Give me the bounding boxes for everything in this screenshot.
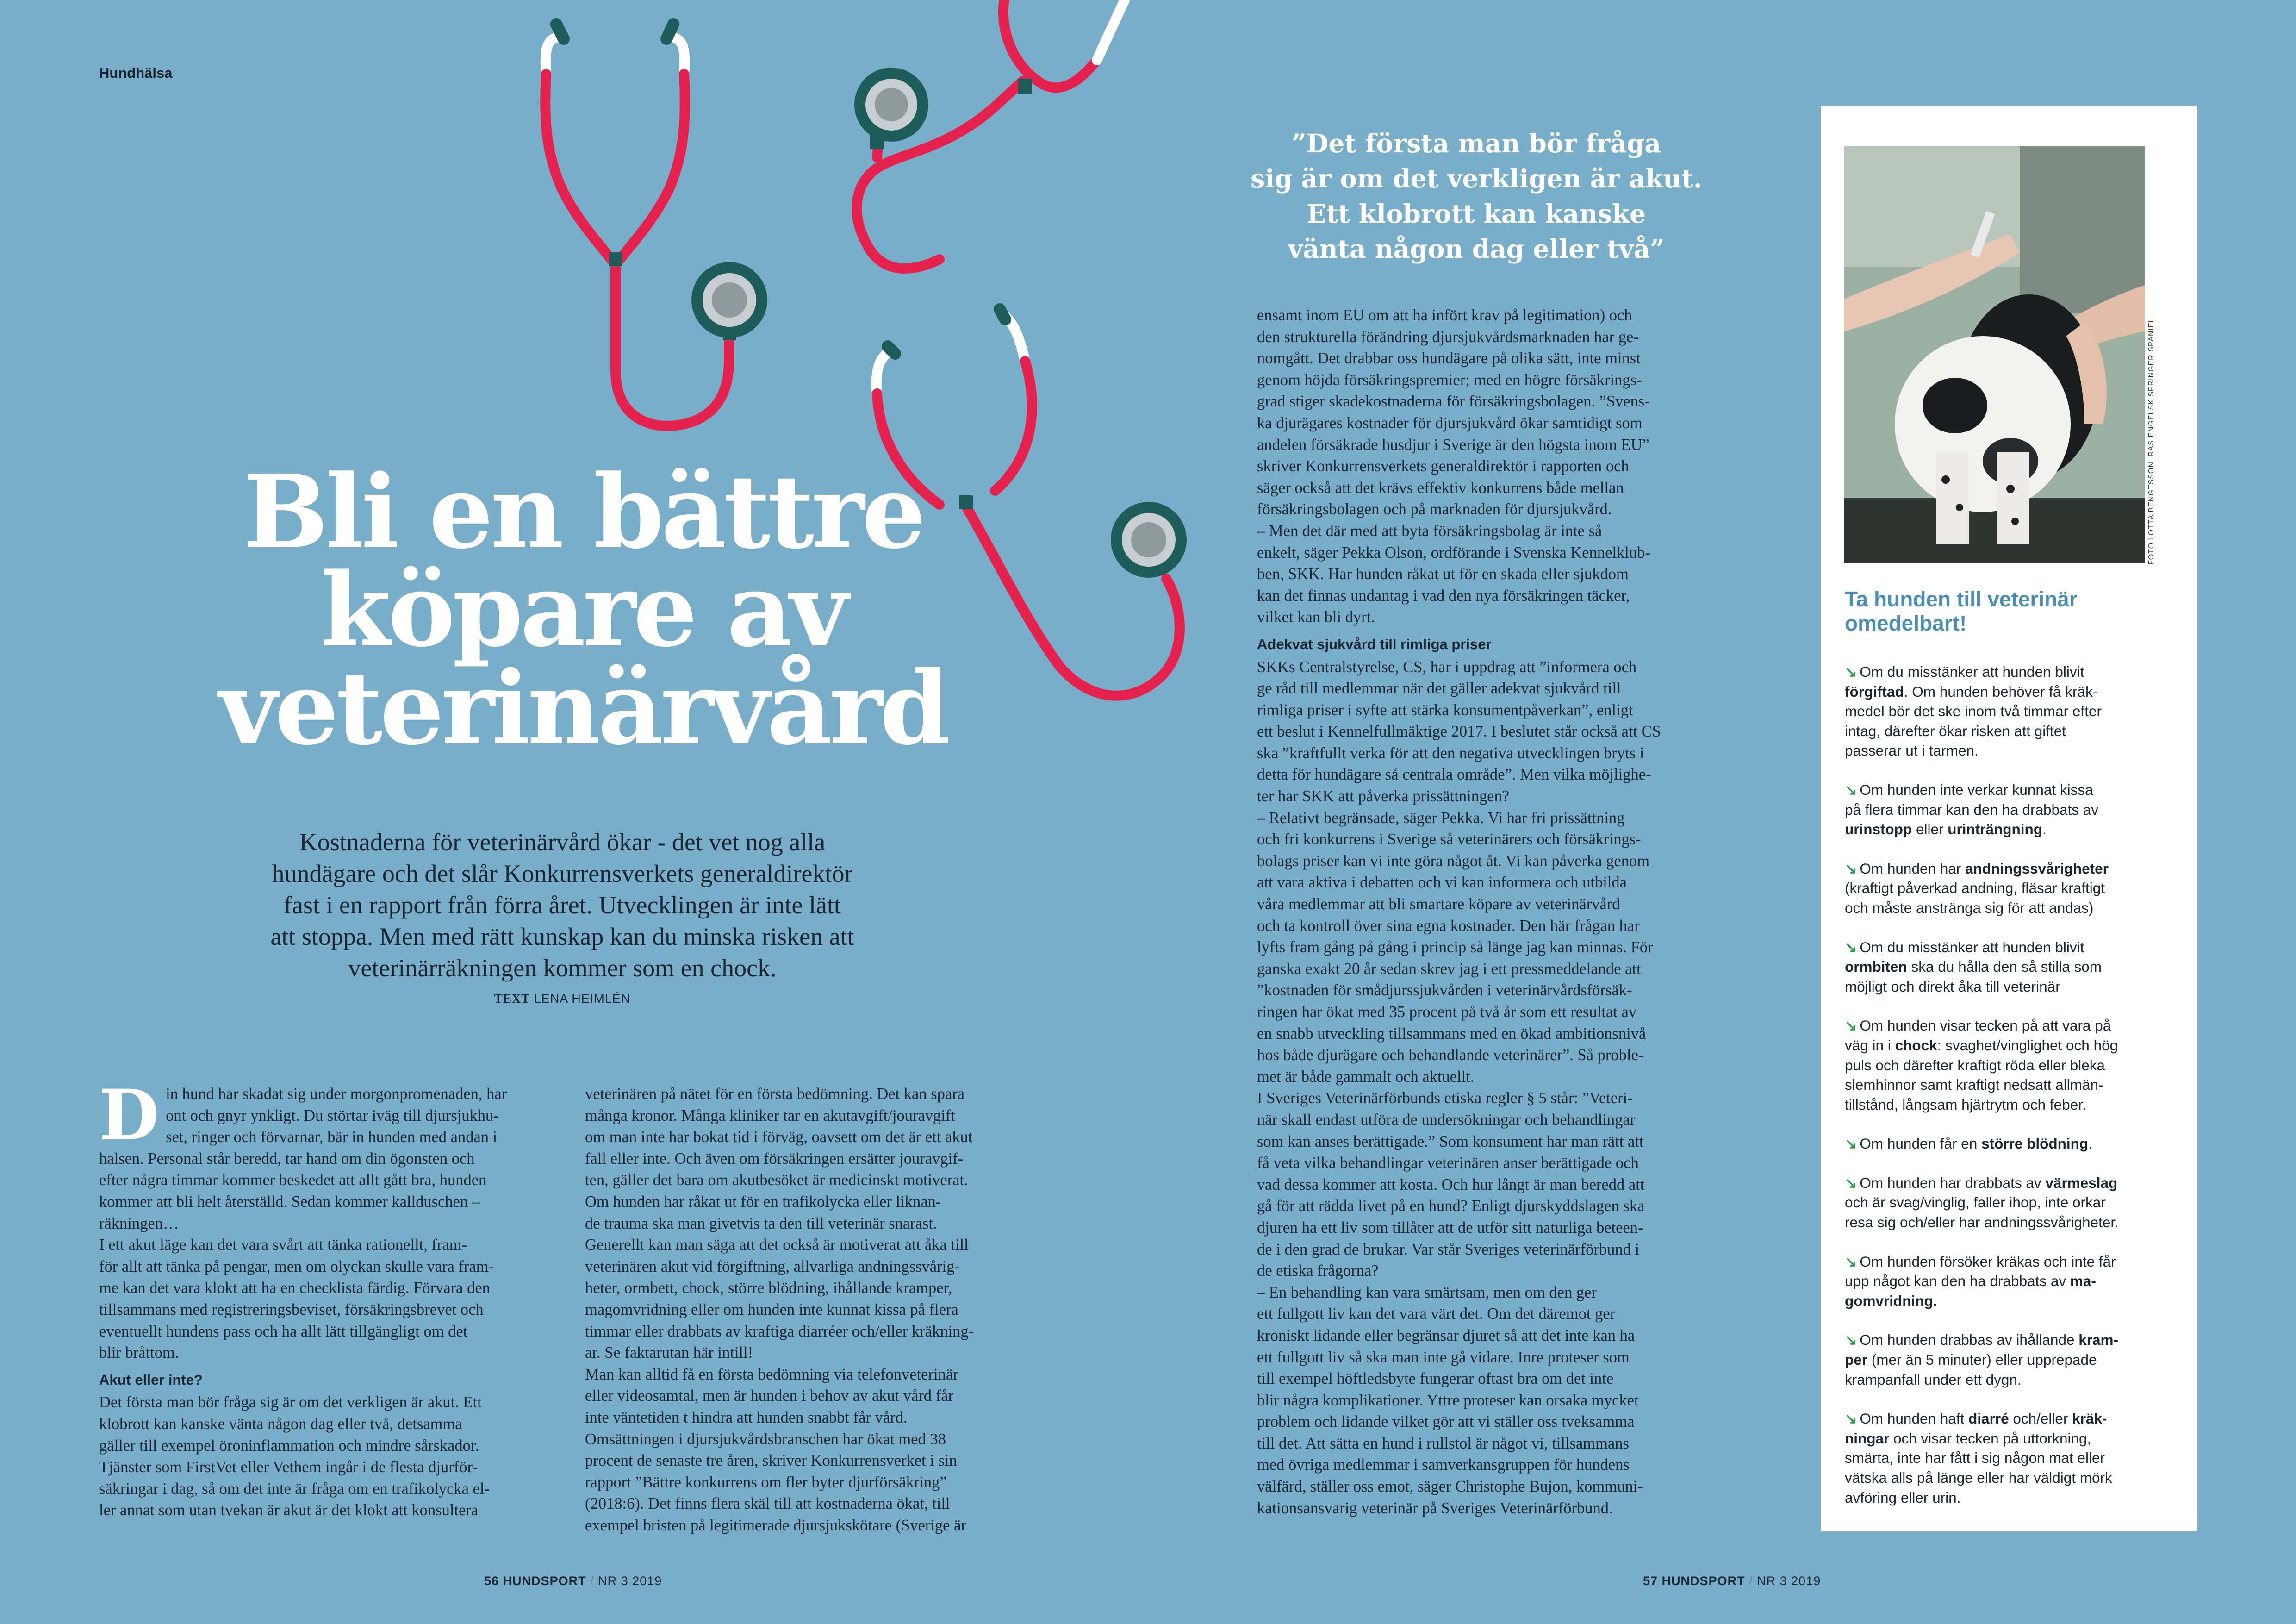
- heading-line: Ta hunden till veterinär: [1845, 587, 2078, 611]
- fact-line: [1845, 780, 2183, 800]
- fact-list: [1845, 662, 2183, 1527]
- fact-text: puls och därefter kraftigt röda eller bleka: [1845, 1056, 2105, 1074]
- subheading: Akut eller inte?: [99, 1371, 203, 1388]
- text-line: till det. Att sätta en hund i rullstol är något vi, tillsammans: [1257, 1434, 1629, 1452]
- text-line: inte väntetiden t hindra att hunden snabbt får vård.: [585, 1408, 908, 1426]
- fact-line: [1845, 1448, 2183, 1468]
- text-line: heter, ormbett, chock, större blödning, ihållande kramper,: [585, 1279, 952, 1297]
- arrow-down-right-icon: ↘: [1845, 1017, 1857, 1034]
- bold-term: urinstopp: [1845, 821, 1912, 838]
- bold-term: per: [1845, 1351, 1868, 1368]
- fact-text: vätska alls på länge eller har väldigt mörk: [1845, 1469, 2112, 1486]
- fact-line: [1845, 1370, 2183, 1390]
- text-line: och fri konkurrens i Sverige så veterinärers och försäkrings-: [1257, 831, 1641, 849]
- text-line: veterinären akut vid förgiftning, allvarliga andningssvårig-: [585, 1257, 960, 1275]
- fact-text: och måste anstränga sig för att andas): [1845, 899, 2094, 916]
- text-line: med övriga medlemmar i samverkansgruppen för hundens: [1257, 1456, 1630, 1474]
- fact-text: resa sig och/eller har andningssvårigheter.: [1845, 1214, 2119, 1231]
- text-line: eller videosamtal, men är hunden i behov av akut vård får: [585, 1387, 954, 1405]
- text-line: som kan anses berättigade.” Som konsument har man rätt att: [1257, 1132, 1644, 1150]
- text-lines: [1257, 656, 1720, 1519]
- fact-list-item: [1845, 1173, 2183, 1232]
- text-line: Tjänster som FirstVet eller Vethem ingår i de flesta djurför-: [99, 1458, 478, 1476]
- fact-text: . Om hunden behöver få kräk-: [1904, 683, 2098, 700]
- text-line: få veta vilka behandlingar veterinären anser berättigade och: [1257, 1154, 1639, 1172]
- text-line: grad stiger skadekostnaderna för försäkringsbolagen. ”Svens-: [1257, 393, 1650, 411]
- pull-quote-line: sig är om det verkligen är akut.: [1251, 163, 1702, 194]
- body-column-1: [99, 1074, 562, 1521]
- text-line: met är både gammalt och aktuellt.: [1257, 1068, 1475, 1086]
- fact-text: passerar ut i tarmen.: [1845, 742, 1979, 759]
- fact-text: intag, därefter ökar risken att giftet: [1845, 722, 2066, 739]
- text-line: ar. Se faktarutan här intill!: [585, 1344, 753, 1362]
- bold-term: värmeslag: [2045, 1174, 2118, 1191]
- fact-line: [1845, 1429, 2183, 1449]
- fact-line: [1845, 1330, 2183, 1350]
- subheading: Adekvat sjukvård till rimliga priser: [1257, 636, 1492, 652]
- fact-list-item: [1845, 937, 2183, 997]
- fact-box: [1821, 106, 2197, 1531]
- fact-text: och visar tecken på uttorkning,: [1889, 1430, 2091, 1447]
- arrow-down-right-icon: ↘: [1845, 663, 1857, 680]
- fact-line: [1845, 800, 2183, 820]
- fact-line: [1845, 1212, 2183, 1232]
- separator: /: [590, 1574, 594, 1588]
- byline-label: TEXT: [494, 992, 530, 1006]
- fact-line: [1845, 1016, 2183, 1036]
- fact-text: väg in i: [1845, 1037, 1895, 1054]
- fact-text: smärta, inte har fått i sig någon mat eller: [1845, 1449, 2105, 1467]
- fact-text: : svaghet/vinglighet och hög: [1937, 1037, 2118, 1054]
- text-line: exempel bristen på legitimerade djursjukskötare (Sverige är: [585, 1516, 966, 1534]
- fact-text: (mer än 5 minuter) eller upprepade: [1867, 1351, 2097, 1368]
- fact-text: möjligt och direkt åka till veterinär: [1845, 978, 2060, 995]
- text-line: me kan det vara klokt att ha en checklista färdig. Förvara den: [99, 1279, 490, 1297]
- text-line: (2018:6). Det finns flera skäl till att kostnaderna ökat, till: [585, 1495, 950, 1513]
- text-line: vad dessa kommer att kosta. Och hur långt är man beredd att: [1257, 1175, 1645, 1193]
- text-line: kroniskt lidande eller begränsar djuret så att det inte kan ha: [1257, 1326, 1635, 1344]
- arrow-down-right-icon: ↘: [1845, 1331, 1857, 1349]
- fact-line: [1845, 957, 2183, 977]
- page-number: 56: [484, 1574, 499, 1588]
- folio-left: [484, 1574, 662, 1588]
- fact-text: Om hunden får en: [1860, 1135, 1982, 1152]
- page-number: 57: [1643, 1574, 1658, 1588]
- text-line: I Sveriges Veterinärförbunds etiska regler § 5 står: ”Veteri-: [1257, 1089, 1633, 1107]
- arrow-down-right-icon: ↘: [1845, 1253, 1857, 1270]
- text-line: blir bråttom.: [99, 1344, 179, 1362]
- arrow-down-right-icon: ↘: [1845, 781, 1857, 798]
- fact-list-item: [1845, 662, 2183, 761]
- fact-text: .: [2088, 1135, 2092, 1152]
- bold-term: urinträngning: [1948, 821, 2042, 838]
- text-line: Det första man bör fråga sig är om det verkligen är akut. Ett: [99, 1393, 482, 1412]
- fact-text: ska du hålla den så stilla som: [1907, 958, 2102, 975]
- text-line: SKKs Centralstyrelse, CS, har i uppdrag att ”informera och: [1257, 658, 1637, 676]
- bold-term: andningssvårigheter: [1965, 860, 2109, 877]
- text-line: – Relativt begränsade, säger Pekka. Vi har fri prissättning: [1257, 809, 1625, 827]
- text-line: enkelt, säger Pekka Olson, ordförande i Svenska Kennelklub-: [1257, 543, 1650, 562]
- text-line: ganska exakt 20 år sedan skrev jag i ett pressmeddelande att: [1257, 960, 1641, 978]
- fact-line: [1845, 819, 2183, 839]
- text-line: Man kan alltid få en första bedömning via telefonveterinär: [585, 1365, 958, 1383]
- text-line: nomgått. Det drabbar oss hundägare på olika sätt, inte minst: [1257, 350, 1641, 368]
- text-line: ”kostnaden för smådjurssjukvården i veterinärvårdsförsäk-: [1257, 981, 1632, 999]
- text-line: de etiska frågorna?: [1257, 1262, 1379, 1280]
- text-line: efter några timmar kommer beskedet att allt gått bra, hunden: [99, 1171, 487, 1189]
- text-line: ben, SKK. Har hunden råkat ut för en skada eller sjukdom: [1257, 565, 1629, 583]
- fact-line: [1845, 1036, 2183, 1056]
- text-lines: [99, 1126, 562, 1364]
- text-line: kommer att bli helt återställd. Sedan kommer kallduschen –: [99, 1193, 480, 1211]
- magazine-name: HUNDSPORT: [1661, 1574, 1745, 1588]
- text-line: försäkringsbolagen och på marknaden för djursjukvård.: [1257, 500, 1612, 518]
- text-line: ringen har ökat med 35 procent på två år som ett resultat av: [1257, 1003, 1637, 1021]
- text-line: kationsansvarig veterinär på Sveriges Veterinärförbund.: [1257, 1499, 1613, 1517]
- fact-line: [1845, 1193, 2183, 1212]
- text-line: ka djurägares kostnader för djursjukvård ökar samtidigt som: [1257, 414, 1643, 432]
- text-lines: [1257, 305, 1720, 628]
- byline-author: LENA HEIMLÉN: [534, 992, 631, 1006]
- separator: /: [1749, 1574, 1753, 1588]
- fact-line: [1845, 1252, 2183, 1272]
- text-line: ensamt inom EU om att ha infört krav på legitimation) och: [1257, 306, 1632, 324]
- bold-term: kram-: [2078, 1331, 2119, 1349]
- text-line: räkningen…: [99, 1214, 179, 1232]
- fact-line: [1845, 741, 2183, 761]
- text-line: säger också att det krävs effektiv konkurrens både mellan: [1257, 479, 1624, 497]
- byline: [250, 992, 875, 1006]
- fact-line: [1845, 1488, 2183, 1508]
- fact-text: Om du misstänker att hunden blivit: [1860, 938, 2084, 956]
- fact-text: Om hunden haft: [1860, 1410, 1969, 1427]
- text-line: och ta kontroll över sina egna kostnader. Den här frågan har: [1257, 917, 1640, 935]
- arrow-down-right-icon: ↘: [1845, 1410, 1857, 1427]
- text-line: ska ”kraftfullt verka för att den negativa utvecklingen bryts i: [1257, 744, 1644, 762]
- text-line: kan det finnas undantag i vad den nya försäkringen täcker,: [1257, 587, 1630, 605]
- text-line: skriver Konkurrensverkets generaldirektör i rapporten och: [1257, 457, 1629, 475]
- text-line: andelen försäkrade husdjur i Sverige är den högsta inom EU”: [1257, 436, 1649, 454]
- text-line: I ett akut läge kan det vara svårt att tänka rationellt, fram-: [99, 1236, 467, 1254]
- text-line: gå för att rädda livet på en hund? Enligt djurskyddslagen ska: [1257, 1197, 1645, 1215]
- text-line: många kronor. Många kliniker tar en akutavgift/jouravgift: [585, 1106, 955, 1124]
- text-line: den strukturella förändring djursjukvårdsmarknaden har ge-: [1257, 328, 1639, 346]
- text-line: halsen. Personal står beredd, tar hand om din ögonsten och: [99, 1149, 475, 1168]
- text-line: tillsammans med registreringsbeviset, försäkringsbrevet och: [99, 1300, 484, 1318]
- fact-line: [1845, 1134, 2183, 1154]
- fact-line: [1845, 1350, 2183, 1370]
- fact-line: [1845, 1173, 2183, 1193]
- text-line: Om hunden har råkat ut för en trafikolycka eller liknan-: [585, 1193, 941, 1211]
- text-line: ont och gnyr ynkligt. Du störtar iväg till djursjukhu-: [166, 1106, 499, 1124]
- pull-quote-line: ”Det första man bör fråga: [1292, 128, 1661, 158]
- bold-term: diarré: [1968, 1410, 2009, 1427]
- text-line: ler annat som utan tvekan är akut är det klokt att konsultera: [99, 1501, 479, 1519]
- fact-text: Om hunden försöker kräkas och inte får: [1860, 1253, 2116, 1270]
- text-line: ett fullgott liv kan det vara värt det. Om det däremot ger: [1257, 1305, 1616, 1323]
- bold-term: förgiftad: [1845, 683, 1904, 700]
- text-line: de trauma ska man givetvis ta den till veterinär snarast.: [585, 1214, 937, 1232]
- fact-text: .: [2042, 821, 2047, 838]
- fact-text: Om hunden drabbas av ihållande: [1860, 1331, 2079, 1349]
- drop-cap: D: [99, 1074, 160, 1156]
- fact-line: [1845, 878, 2183, 898]
- title-line: veterinärvård: [218, 649, 948, 768]
- issue: NR 3 2019: [1757, 1574, 1821, 1588]
- fact-line: [1845, 701, 2183, 721]
- ingress-line: fast i en rapport från förra året. Utvecklingen är inte lätt: [284, 891, 841, 919]
- fact-list-item: [1845, 1330, 2183, 1389]
- text-line: set, ringer och förvarnar, bär in hunden med andan i: [166, 1128, 498, 1146]
- fact-text: tillstånd, långsam hjärtrytm och feber.: [1845, 1096, 2086, 1113]
- bold-term: kräk-: [2072, 1410, 2107, 1427]
- ingress-line: Kostnaderna för veterinärvård ökar - det vet nog alla: [299, 828, 826, 856]
- photo-credit: FOTO LOTTA BENGTSSON. RAS ENGELSK SPRINGER SPANIEL: [2147, 318, 2155, 565]
- fact-text: Om du misstänker att hunden blivit: [1860, 663, 2084, 680]
- fact-line: [1845, 898, 2183, 918]
- text-line: timmar eller drabbats av kraftiga diarréer och/eller kräkning-: [585, 1322, 974, 1340]
- bold-term: gomvridning.: [1845, 1292, 1937, 1309]
- text-lines: [99, 1392, 562, 1521]
- bold-term: ningar: [1845, 1430, 1890, 1447]
- fact-text: krampanfall under ett dygn.: [1845, 1371, 2022, 1388]
- fact-text: slemhinnor samt kraftigt nedsatt allmän-: [1845, 1076, 2103, 1093]
- text-line: välfärd, ställer oss emot, säger Christophe Bujon, kommuni-: [1257, 1478, 1643, 1496]
- text-line: vilket kan bli dyrt.: [1257, 608, 1375, 626]
- fact-list-item: [1845, 1134, 2183, 1154]
- fact-line: [1845, 937, 2183, 957]
- title-line: Bli en bättre: [243, 453, 923, 571]
- fact-line: [1845, 1056, 2183, 1075]
- text-line: om man inte har bokat tid i förväg, oavsett om det är ett akut: [585, 1128, 973, 1146]
- text-line: ter har SKK att påverka prissättningen?: [1257, 787, 1510, 806]
- fact-list-item: [1845, 1016, 2183, 1114]
- pull-quote-line: Ett klobrott kan kanske: [1307, 199, 1646, 229]
- text-lines: [585, 1083, 1048, 1536]
- pull-quote: [1222, 126, 1731, 267]
- fact-text: avföring eller urin.: [1845, 1489, 1961, 1506]
- text-line: bolags priser kan vi inte göra något åt. Vi kan påverka genom: [1257, 852, 1650, 870]
- text-line: blir några komplikationer. Yttre proteser kan orsaka mycket: [1257, 1391, 1639, 1409]
- fact-text: Om hunden har drabbats av: [1860, 1174, 2046, 1191]
- arrow-down-right-icon: ↘: [1845, 938, 1857, 956]
- text-line: klobrott kan kanske vänta någon dag eller två, detsamma: [99, 1415, 462, 1433]
- ingress-line: att stoppa. Men med rätt kunskap kan du minska risken att: [270, 923, 854, 950]
- text-line: att vara aktiva i debatten och vi kan informera och utbilda: [1257, 874, 1627, 892]
- fact-list-item: [1845, 1252, 2183, 1311]
- magazine-name: HUNDSPORT: [503, 1574, 586, 1588]
- text-line: in hund har skadat sig under morgonpromenaden, har: [166, 1085, 507, 1103]
- text-line: till exempel höftledsbyte fungerar oftast bra om det inte: [1257, 1370, 1614, 1388]
- fact-line: [1845, 977, 2183, 997]
- bold-term: chock: [1895, 1037, 1937, 1054]
- fact-text: medel bör det ske inom två timmar efter: [1845, 703, 2102, 720]
- ingress-line: hundägare och det slår Konkurrensverkets generaldirektör: [272, 860, 853, 887]
- arrow-down-right-icon: ↘: [1845, 1135, 1857, 1152]
- fact-list-item: [1845, 859, 2183, 918]
- fact-text: upp något kan den ha drabbats av: [1845, 1273, 2070, 1290]
- arrow-down-right-icon: ↘: [1845, 1174, 1857, 1191]
- fact-line: [1845, 1271, 2183, 1291]
- bold-term: större blödning: [1981, 1135, 2089, 1152]
- fact-text: och är svag/vinglig, faller ihop, inte orkar: [1845, 1194, 2106, 1211]
- text-line: när skall endast utföra de undersökningar och behandlingar: [1257, 1111, 1636, 1129]
- photo-illustration: [1844, 146, 2145, 563]
- dog-at-vet-photo: [1844, 146, 2145, 563]
- fact-line: [1845, 721, 2183, 741]
- text-line: de i den grad de brukar. Var står Sveriges veterinärförbund i: [1257, 1240, 1640, 1258]
- text-line: problem och lidande vilket gör att vi ställer oss tveksamma: [1257, 1413, 1635, 1431]
- text-line: procent de senaste tre åren, skriver Konkurrensverket i sin: [585, 1452, 957, 1470]
- text-line: ge råd till medlemmar när det gäller adekvat sjukvård till: [1257, 680, 1621, 698]
- text-line: säkringar i dag, så om det inte är fråga om en trafikolycka el-: [99, 1480, 490, 1498]
- text-line: våra medlemmar att bli smartare köpare av veterinärvård: [1257, 895, 1620, 913]
- pull-quote-line: vänta någon dag eller två”: [1288, 234, 1665, 264]
- text-line: en snabb utveckling tillsammans med en ökad ambitionsnivå: [1257, 1024, 1646, 1043]
- text-line: hos både djurägare och behandlande veterinärer”. Så proble-: [1257, 1046, 1644, 1064]
- ingress-line: veterinärräkningen kommer som en chock.: [348, 954, 777, 982]
- bold-term: ormbiten: [1845, 958, 1907, 975]
- fact-text: och/eller: [2009, 1410, 2072, 1427]
- fact-box-heading: [1845, 587, 2178, 635]
- fact-line: [1845, 859, 2183, 879]
- text-line: rimliga priser i syfte att stärka konsumentpåverkan”, enligt: [1257, 701, 1633, 719]
- text-line: ett beslut i Kennelfullmäktige 2017. I beslutet står också att CS: [1257, 723, 1661, 741]
- body-column-3: [1257, 305, 1720, 1519]
- text-line: fall eller inte. Och även om försäkringen ersätter jouravgif-: [585, 1149, 964, 1168]
- text-line: för allt att tänka på pengar, men om olyckan skulle vara fram-: [99, 1257, 494, 1275]
- section-label: Hundhälsa: [99, 65, 173, 81]
- fact-text: Om hunden har: [1860, 860, 1966, 877]
- folio-right: [1643, 1574, 1821, 1588]
- text-line: magomvridning eller om hunden inte kunnat kissa på flera: [585, 1300, 958, 1318]
- bold-term: ma-: [2070, 1273, 2096, 1290]
- fact-text: Om hunden inte verkar kunnat kissa: [1860, 781, 2093, 798]
- article-title: [153, 453, 1014, 768]
- fact-text: Om hunden visar tecken på att vara på: [1860, 1017, 2111, 1034]
- issue: NR 3 2019: [598, 1574, 662, 1588]
- arrow-down-right-icon: ↘: [1845, 860, 1857, 877]
- text-line: djuren ha ett liv som tillåter att de utför sitt naturliga beteen-: [1257, 1218, 1643, 1237]
- fact-list-item: [1845, 1409, 2183, 1507]
- title-line: köpare av: [321, 551, 846, 669]
- fact-line: [1845, 1468, 2183, 1488]
- body-column-2: [585, 1083, 1048, 1536]
- fact-line: [1845, 1095, 2183, 1115]
- fact-list-item: [1845, 780, 2183, 839]
- text-line: detta för hundägare så centrala område”. Men vilka möjlighe-: [1257, 766, 1651, 784]
- text-line: Generellt kan man säga att det också är motiverat att åka till: [585, 1236, 969, 1254]
- text-line: genom höjda försäkringspremier; med en högre försäkrings-: [1257, 371, 1642, 389]
- text-line: eventuellt hundens pass och ha allt lätt tillgängligt om det: [99, 1322, 468, 1340]
- fact-text: på flera timmar kan den ha drabbats av: [1845, 801, 2099, 818]
- ingress: [250, 826, 875, 984]
- fact-text: eller: [1912, 821, 1948, 838]
- text-line: gäller till exempel öroninflammation och mindre sårskador.: [99, 1437, 479, 1455]
- text-line: ten, gäller det bara om akutbesöket är medicinskt motiverat.: [585, 1171, 968, 1189]
- fact-text: (kraftigt påverkad andning, fläsar kraftigt: [1845, 880, 2105, 897]
- fact-line: [1845, 1291, 2183, 1311]
- text-line: – Men det där med att byta försäkringsbolag är inte så: [1257, 522, 1602, 540]
- fact-line: [1845, 682, 2183, 702]
- text-line: – En behandling kan vara smärtsam, men om den ger: [1257, 1283, 1597, 1301]
- text-line: veterinären på nätet för en första bedömning. Det kan spara: [585, 1085, 964, 1103]
- fact-line: [1845, 662, 2183, 682]
- text-line: rapport ”Bättre konkurrens om fler byter djurförsäkring”: [585, 1473, 947, 1491]
- text-line: lyfts fram gång på gång i princip så länge jag kan minnas. För: [1257, 938, 1653, 956]
- text-line: ett fullgott liv så ska man inte gå vidare. Inre proteser som: [1257, 1348, 1630, 1366]
- heading-line: omedelbart!: [1845, 611, 1967, 635]
- text-line: Omsättningen i djursjukvårdsbranschen har ökat med 38: [585, 1430, 946, 1448]
- fact-line: [1845, 1075, 2183, 1095]
- fact-line: [1845, 1409, 2183, 1429]
